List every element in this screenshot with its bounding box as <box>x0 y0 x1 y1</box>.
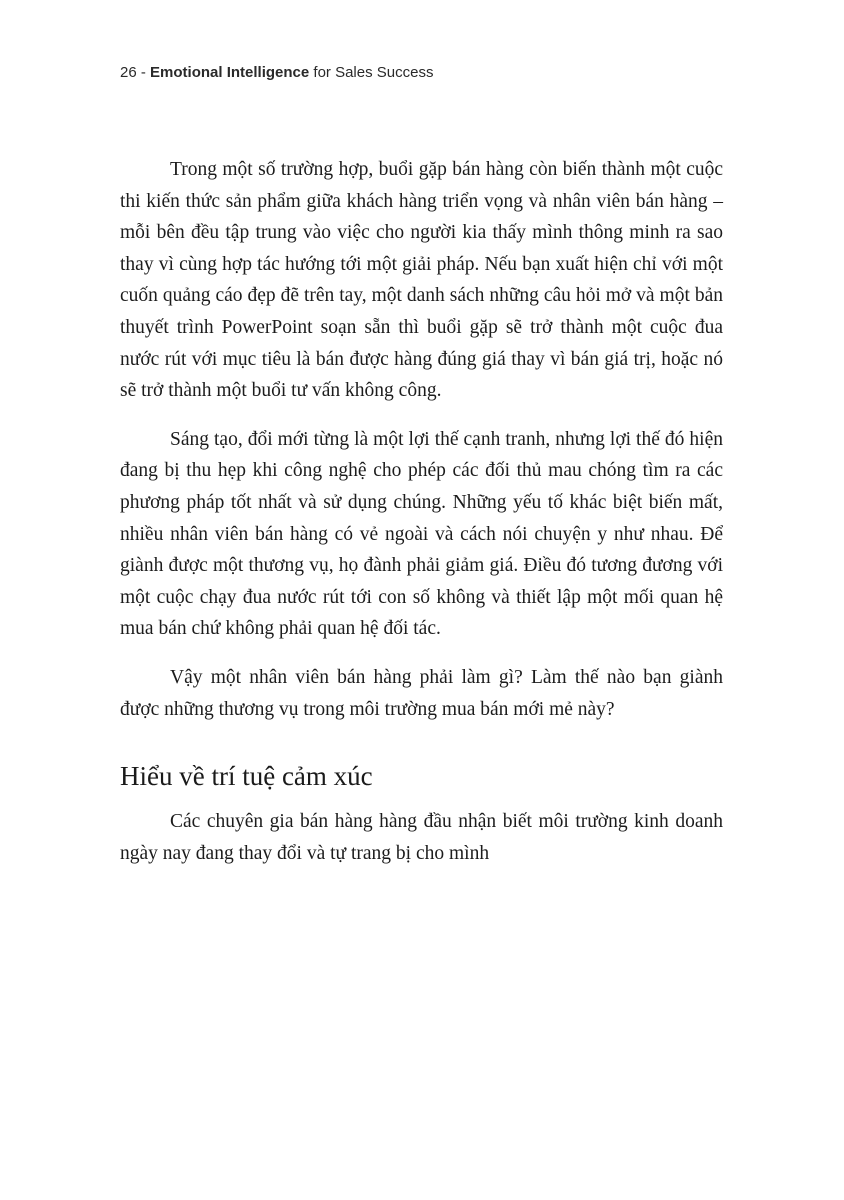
header-separator: - <box>140 64 146 81</box>
section-paragraph: Các chuyên gia bán hàng hàng đầu nhận biết môi trường kinh doanh ngày nay đang thay đổi và tự trang bị cho mình <box>120 811 723 864</box>
page-number: 26 <box>120 64 137 81</box>
running-header <box>120 64 433 81</box>
section-heading: Hiểu về trí tuệ cảm xúc <box>120 761 373 792</box>
paragraph-1: Trong một số trường hợp, buổi gặp bán hàng còn biến thành một cuộc thi kiến thức sản phẩm giữa khách hàng triển vọng và nhân viên bán hàng – mỗi bên đều tập trung vào việc cho người kia thấy mình thông minh ra sao thay vì cùng hợp tác hướng tới một giải pháp. Nếu bạn xuất hiện chỉ với một cuốn quảng cáo đẹp đẽ trên tay, một danh sách những câu hỏi mở và một bản thuyết trình PowerPoint soạn sẵn thì buổi gặp sẽ trở thành một cuộc đua nước rút với mục tiêu là bán được hàng đúng giá thay vì bán giá trị, hoặc nó sẽ trở thành một buổi tư vấn không công. <box>120 159 723 402</box>
page-body <box>120 154 723 886</box>
book-title-bold: Emotional Intelligence <box>150 64 310 81</box>
paragraph-3: Vậy một nhân viên bán hàng phải làm gì? Làm thế nào bạn giành được những thương vụ trong môi trường mua bán mới mẻ này? <box>120 666 723 720</box>
paragraph-2: Sáng tạo, đổi mới từng là một lợi thế cạnh tranh, nhưng lợi thế đó hiện đang bị thu hẹp khi công nghệ cho phép các đối thủ mau chóng tìm ra các phương pháp tốt nhất và sử dụng chúng. Những yếu tố khác biệt biến mất, nhiều nhân viên bán hàng có vẻ ngoài và cách nói chuyện y như nhau. Để giành được một thương vụ, họ đành phải giảm giá. Điều đó tương đương với một cuộc chạy đua nước rút tới con số không và thiết lập một mối quan hệ mua bán chứ không phải quan hệ đối tác. <box>120 428 723 640</box>
book-title-rest: for Sales Success <box>313 64 434 81</box>
